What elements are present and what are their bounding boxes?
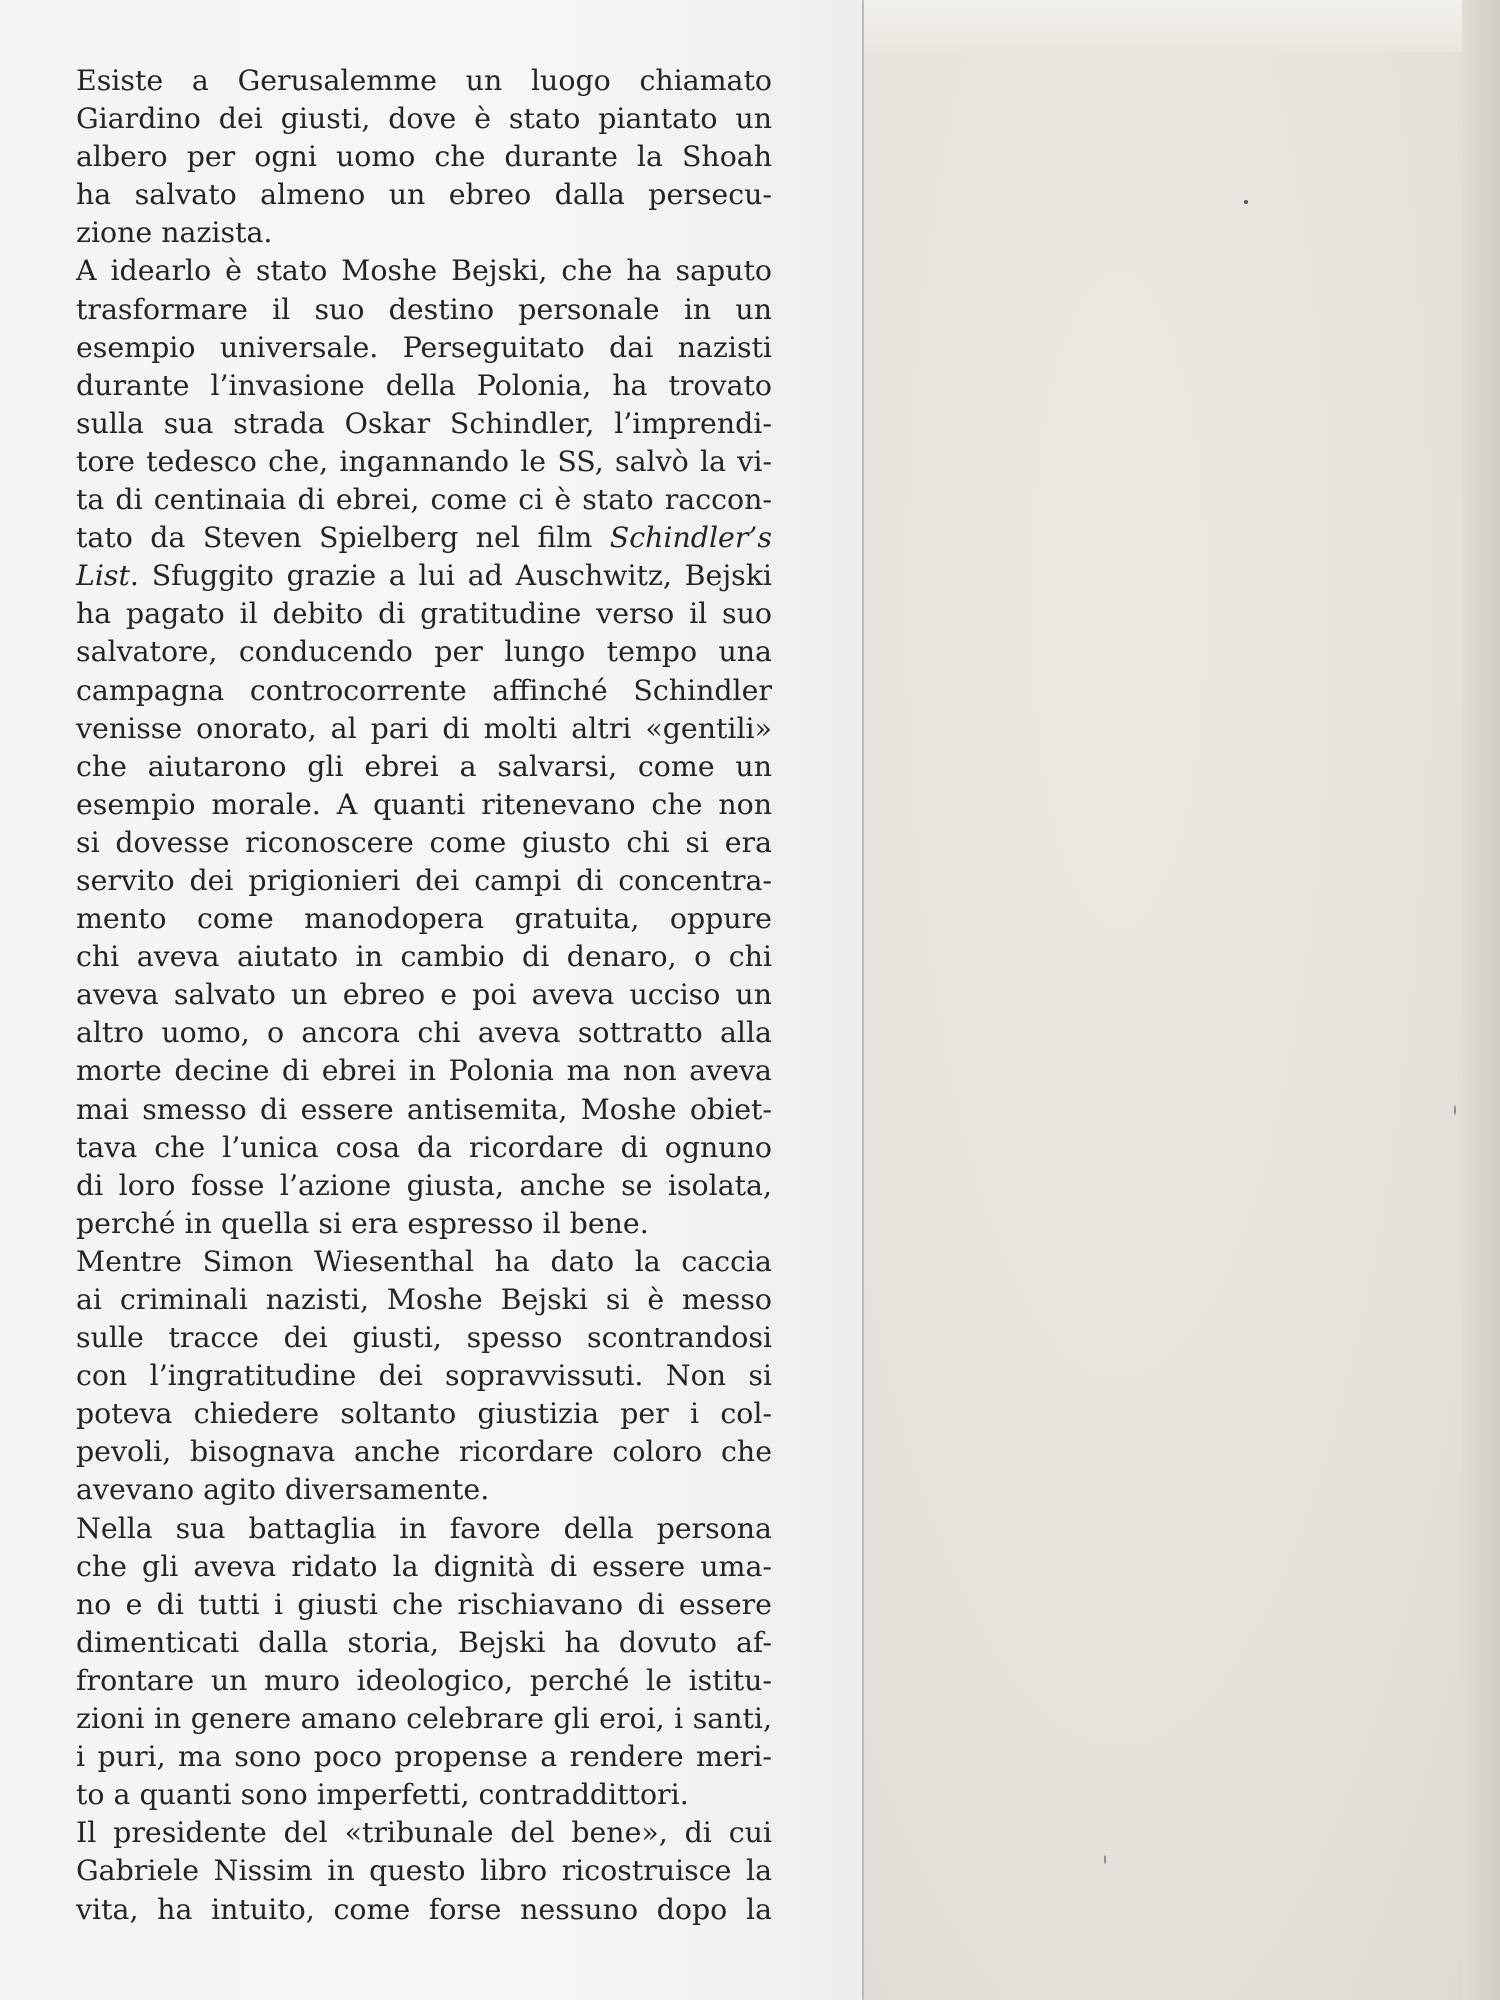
text-line: trasformare il suo destino personale in un: [76, 292, 772, 326]
text-line: tore tedesco che, ingannando le SS, salvò la vi-: [76, 444, 772, 478]
text-line: salvatore, conducendo per lungo tempo una: [76, 635, 772, 669]
paper-speck: [1454, 1105, 1456, 1115]
text-line: poteva chiedere soltanto giustizia per i col-: [76, 1397, 772, 1431]
film-title-italic: Schindler’s: [609, 521, 772, 555]
text-line: i puri, ma sono poco propense a rendere meri-: [76, 1740, 772, 1774]
page-top-edge: [864, 0, 1500, 52]
text-line: mento come manodopera gratuita, oppure: [76, 902, 772, 936]
text-line: [76, 557, 772, 595]
text-line: zioni in genere amano celebrare gli eroi, i santi,: [76, 1702, 772, 1736]
text-line: di loro fosse l’azione giusta, anche se isolata,: [76, 1168, 772, 1202]
film-title-italic: List: [76, 559, 130, 593]
text-line: servito dei prigionieri dei campi di concentra-: [76, 863, 772, 897]
text-line: avevano agito diversamente.: [76, 1473, 490, 1507]
text-line: che aiutarono gli ebrei a salvarsi, come un: [76, 749, 772, 783]
text-line: durante l’invasione della Polonia, ha trovato: [76, 368, 772, 402]
text-line: A idearlo è stato Moshe Bejski, che ha saputo: [76, 254, 772, 288]
text-line: dimenticati dalla storia, Bejski ha dovuto af-: [76, 1625, 772, 1659]
paragraph-5: [76, 1814, 772, 1928]
text-line: tava che l’unica cosa da ricordare di ognuno: [76, 1130, 772, 1164]
paragraph-2: [76, 252, 772, 1242]
text-line: pevoli, bisognava anche ricordare coloro che: [76, 1435, 772, 1469]
text-line: vita, ha intuito, come forse nessuno dopo la: [76, 1892, 772, 1926]
text-line: si dovesse riconoscere come giusto chi si era: [76, 825, 772, 859]
text-line: no e di tutti i giusti che rischiavano di essere: [76, 1587, 772, 1621]
text-line: esempio universale. Perseguitato dai nazisti: [76, 330, 772, 364]
text-line: chi aveva aiutato in cambio di denaro, o chi: [76, 940, 772, 974]
text-line: sulla sua strada Oskar Schindler, l’imprendi-: [76, 406, 772, 440]
text-line: esempio morale. A quanti ritenevano che non: [76, 787, 772, 821]
text-line: Mentre Simon Wiesenthal ha dato la caccia: [76, 1244, 772, 1278]
text-line: Gabriele Nissim in questo libro ricostruisce la: [76, 1854, 772, 1888]
text-line: Giardino dei giusti, dove è stato piantato un: [76, 102, 772, 136]
paragraph-1: [76, 62, 772, 252]
page-right-edge: [1462, 0, 1500, 2000]
text-line: [76, 519, 772, 557]
flap-text-column: [76, 62, 772, 1929]
text-line: ha pagato il debito di gratitudine verso il suo: [76, 597, 772, 631]
text-line: altro uomo, o ancora chi aveva sottratto alla: [76, 1016, 772, 1050]
text-line: campagna controcorrente affinché Schindler: [76, 673, 772, 707]
text-line: venisse onorato, al pari di molti altri «gentili»: [76, 711, 772, 745]
text-line: Nella sua battaglia in favore della persona: [76, 1511, 772, 1545]
text-line: morte decine di ebrei in Polonia ma non aveva: [76, 1054, 772, 1088]
text-line: mai smesso di essere antisemita, Moshe obiet-: [76, 1092, 772, 1126]
text-line: Esiste a Gerusalemme un luogo chiamato: [76, 64, 772, 97]
book-page: [864, 0, 1500, 2000]
text-line: ta di centinaia di ebrei, come ci è stato raccon-: [76, 483, 772, 517]
text-line: albero per ogni uomo che durante la Shoah: [76, 140, 772, 174]
text-line: che gli aveva ridato la dignità di essere uma-: [76, 1549, 772, 1583]
text-line: Il presidente del «tribunale del bene», di cui: [76, 1816, 772, 1850]
text-line: zione nazista.: [76, 216, 273, 250]
text-line: sulle tracce dei giusti, spesso scontrandosi: [76, 1321, 772, 1355]
text-fragment: tato da Steven Spielberg nel film: [76, 521, 610, 555]
paragraph-4: [76, 1510, 772, 1815]
text-line: con l’ingratitudine dei sopravvissuti. Non si: [76, 1359, 772, 1393]
text-fragment: . Sfuggito grazie a lui ad Auschwitz, Bejski: [129, 559, 772, 593]
text-line: ha salvato almeno un ebreo dalla persecu-: [76, 178, 772, 212]
text-line: frontare un muro ideologico, perché le istitu-: [76, 1663, 772, 1697]
text-line: aveva salvato un ebreo e poi aveva ucciso un: [76, 978, 772, 1012]
paper-speck: [1244, 200, 1248, 204]
text-line: perché in quella si era espresso il bene.: [76, 1206, 649, 1240]
paragraph-3: [76, 1243, 772, 1510]
paper-speck: [1104, 1855, 1106, 1864]
text-line: to a quanti sono imperfetti, contraddittori.: [76, 1778, 689, 1812]
text-line: ai criminali nazisti, Moshe Bejski si è messo: [76, 1283, 772, 1316]
